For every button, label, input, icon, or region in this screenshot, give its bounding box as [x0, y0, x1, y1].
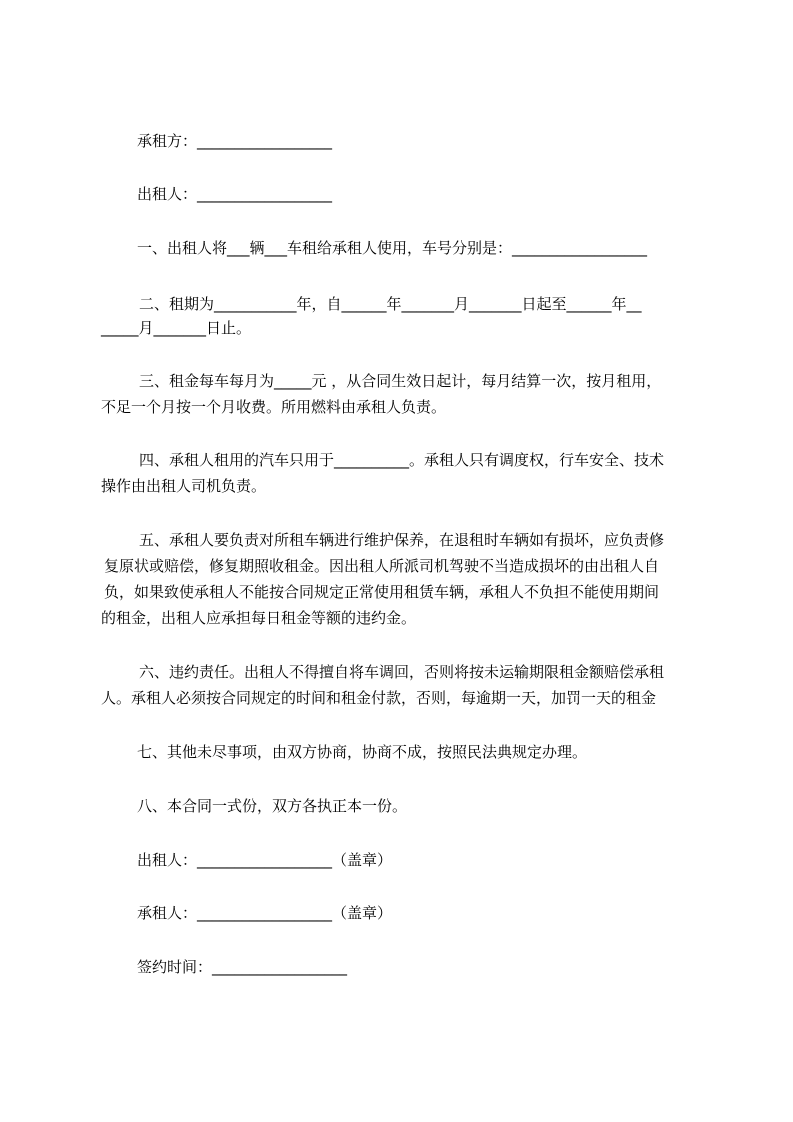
- clause-5-line-3: 负，如果致使承租人不能按合同规定正常使用租赁车辆，承租人不负担不能使用期间: [104, 583, 660, 601]
- clause-1-line-1: 一、出租人将___辆___车租给承租人使用，车号分别是：__________________: [137, 239, 648, 257]
- clause-6-line-2: 人。承租人必须按合同规定的时间和租金付款，否则，每逾期一天，加罚一天的租金: [101, 689, 657, 707]
- lessor-signature: 出租人：__________________（盖章）: [137, 851, 393, 869]
- lessor-field: 出租人：__________________: [137, 185, 333, 203]
- clause-5-line-4: 的租金，出租人应承担每日租金等额的违约金。: [101, 609, 417, 627]
- clause-2-line-1: 二、租期为___________年，自______年_______月_______日起至______年__: [139, 295, 642, 313]
- clause-7-line-1: 七、其他未尽事项，由双方协商，协商不成，按照民法典规定办理。: [137, 743, 588, 761]
- clause-5-line-1: 五、承租人要负责对所租车辆进行维护保养，在退租时车辆如有损坏，应负责修: [139, 531, 665, 549]
- clause-3-line-1: 三、租金每车每月为_____元 ，从合同生效日起计，每月结算一次，按月租用，: [139, 372, 662, 390]
- clause-8-line-1: 八、本合同一式份，双方各执正本一份。: [137, 797, 408, 815]
- clause-4-line-1: 四、承租人租用的汽车只用于__________。承租人只有调度权，行车安全、技术: [139, 451, 665, 469]
- clause-3-line-2: 不足一个月按一个月收费。所用燃料由承租人负责。: [101, 398, 447, 416]
- clause-5-line-2: 复原状或赔偿，修复期照收租金。因出租人所派司机驾驶不当造成损坏的由出租人自: [104, 557, 660, 575]
- clause-4-line-2: 操作由出租人司机负责。: [101, 477, 267, 495]
- signing-date: 签约时间：__________________: [137, 958, 348, 976]
- lessee-signature: 承租人：__________________（盖章）: [137, 904, 393, 922]
- clause-6-line-1: 六、违约责任。出租人不得擅自将车调回，否则将按未运输期限租金额赔偿承租: [139, 663, 665, 681]
- lessee-field: 承租方：__________________: [137, 132, 333, 150]
- clause-2-line-2: _____月_______日止。: [101, 319, 252, 337]
